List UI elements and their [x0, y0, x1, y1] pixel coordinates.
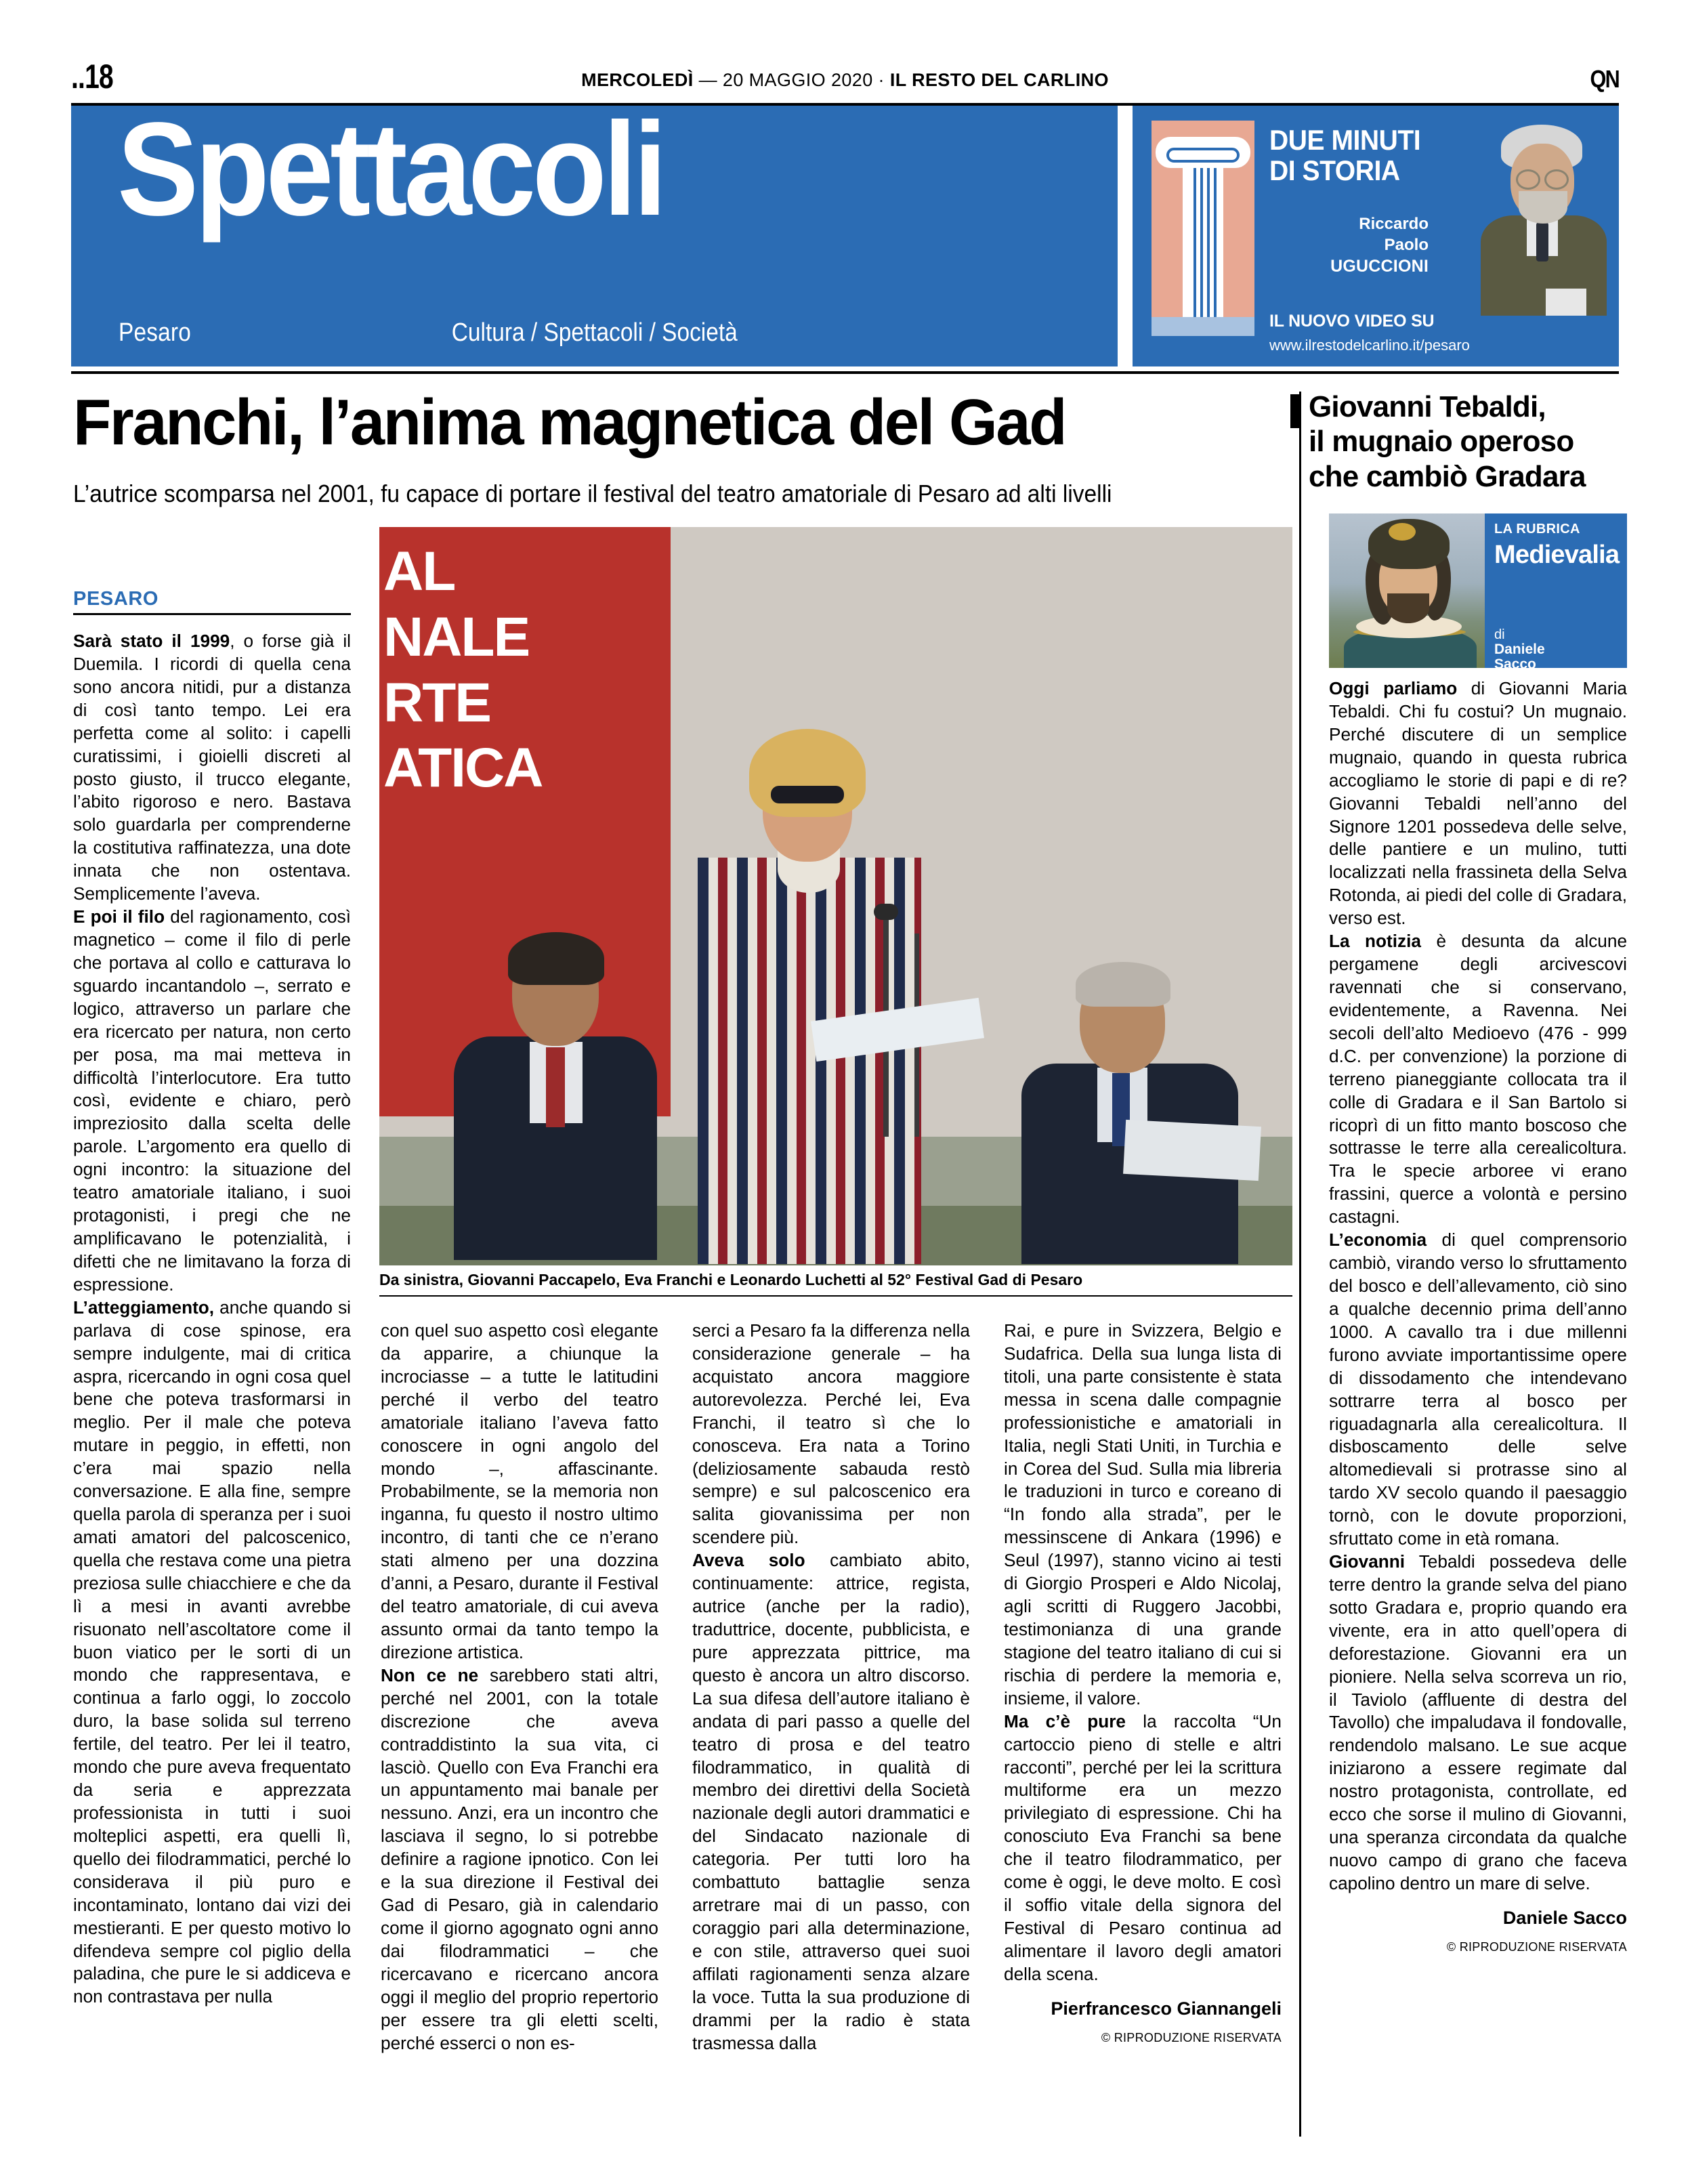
rail-marker: [1290, 394, 1301, 428]
article-paragraph: Oggi parliamo di Giovanni Maria Tebaldi. Chi fu costui? Un mugnaio. Perché discutere di un semplice mugnaio, quando in questa rubrica accogliamo le storie di papi e di re? Giovanni Tebaldi nell’anno del Signore 1201 possedeva delle selve, delle pantiere e un mulino, tutti localizzati nella frassineta della Selva Rotonda, ai piedi del colle di Gradara, verso est.: [1329, 678, 1627, 929]
column-flute-icon: [1193, 168, 1196, 318]
qn-logo: QN: [1590, 65, 1619, 93]
promo-author-photo: [1471, 119, 1613, 316]
article-paragraph: Giovanni Tebaldi possedeva delle terre dentro la grande selva del piano sotto Gradara e, proprio quando era vivente, era in atto quell’opera di deforestazione. Giovanni era un pioniere. Nella selva scorreva un rio, il Taviolo (affluente di destra del Tavollo) che impaludava il fondovalle, rendendolo malsano. Le sue acque iniziarono a essere regimate dal nostro protagonista, controllate, ed ecco che sorse il mulino di Giovanni, una speranza circondata da qualche nuovo campo di grano che faceva capolino dentro un mare di selve.: [1329, 1551, 1627, 1893]
page-number: ..18: [71, 58, 113, 96]
dateline-paper-name: IL RESTO DEL CARLINO: [889, 70, 1109, 90]
promo-url-link[interactable]: www.ilrestodelcarlino.it/pesaro: [1269, 337, 1470, 354]
promo-title: [1269, 125, 1420, 186]
article-column-4: [1004, 1320, 1282, 2046]
column-base-icon: [1152, 317, 1254, 336]
article-copyright: © RIPRODUZIONE RISERVATA: [1101, 2030, 1282, 2044]
rubrica-portrait-image: [1329, 513, 1485, 668]
article-paragraph: E poi il filo del ragionamento, così magnetico – come il filo di perle che portava al collo e catturava lo sguardo incantandolo –, serrato e logico, attraverso un parlare che era ricercato per natura, non certo per posa, ma mai metteva in difficoltà l’interlocutore. Era tutto così, evidente e chiaro, però impreziosito dalla scelta delle parole. L’argomento era quello di ogni incontro: la situazione del teatro amatoriale italiano, i suoi protagonisti, i pregi che ne amplificavano le potenzialità, i difetti che ne limitavano la forza di espressione.: [73, 906, 351, 1295]
column-illustration: [1152, 121, 1254, 336]
section-title: Spettacoli: [117, 95, 664, 243]
rail-byline: Daniele Sacco: [1502, 1907, 1627, 1928]
rail-column-body: [1329, 677, 1627, 1955]
promo-video-label: IL NUOVO VIDEO SU: [1269, 312, 1435, 331]
paragraph-lead-in: Sarà stato il 1999: [73, 631, 230, 651]
rubrica-byline-prefix: di: [1494, 627, 1505, 642]
masthead-bottom-rule: [71, 371, 1619, 374]
rail-headline-line3: che cambiò Gradara: [1309, 459, 1586, 493]
article-paragraph: Rai, e pure in Svizzera, Belgio e Sudafrica. Della sua lunga lista di titoli, una parte consistente è stata messa in scena dalle compagnie professionistiche e amatoriali in Italia, negli Stati Uniti, in Turchia e in Corea del Sud. Sulla mia libreria le traduzioni in turco e coreano di “In fondo alla strada”, per le messinscene di Ankara (1996) e Seul (1997), stanno vicino ai testi di Giorgio Prosperi e Aldo Nicolaj, agli scritti di Ruggero Jacobbi, testimonianza di una grande stagione del teatro italiano di cui si rischia di perdere la memoria e, insieme, il valore.: [1004, 1320, 1282, 1708]
masthead-topics: Cultura / Spettacoli / Società: [451, 318, 738, 347]
promo-author: [1269, 214, 1429, 277]
article-paragraph: Non ce ne sarebbero stati altri, perché nel 2001, con la totale discrezione che aveva contraddistinto la sua vita, ci lasciò. Quello con Eva Franchi era un appuntamento mai banale per nessuno. Anzi, era un incontro che lasciava il segno, lo si potrebbe definire a ragione ipnotico. Con lei e la sua direzione il Festival dei Gad di Pesaro, già in calendario come il giorno agognato ogni anno dai filodrammatici – che ricercavano e ricercano ancora oggi il meglio del proprio repertorio per essere tra gli eletti scelti, perché esserci o non es-: [381, 1664, 658, 2053]
article-kicker: PESARO: [73, 588, 159, 610]
column-capital-ring-icon: [1166, 148, 1240, 163]
rubrica-title: Medievalia: [1494, 541, 1620, 569]
dateline: [71, 71, 1619, 89]
article-column-3: [692, 1320, 970, 2055]
article-column-1: [73, 630, 351, 2009]
paragraph-lead-in: Aveva solo: [692, 1550, 805, 1571]
rail-headline-line1: Giovanni Tebaldi,: [1309, 390, 1546, 423]
rubrica-author-last: Sacco: [1494, 656, 1536, 673]
article-paragraph: La notizia è desunta da alcune pergamene degli arcivescovi ravennati che si conservano, evidentemente, a Ravenna. Nei secoli dell’alto Medioevo (476 - 999 d.C. per convenzione) la porzione di terreno pianeggiante collocata tra il colle di Gradara e il San Bartolo si ricoprì di un fitto manto boscoso che sottrasse le terre alla cerealicoltura. Tra le specie arboree vi erano frassini, querce a volontà e persino castagni.: [1329, 931, 1628, 1227]
rail-headline: [1309, 390, 1627, 494]
masthead-locality: Pesaro: [119, 318, 192, 347]
paragraph-lead-in: L’economia: [1329, 1230, 1427, 1251]
article-paragraph: Aveva solo cambiato abito, continuamente: attrice, regista, autrice (anche per la radio), traduttrice, docente, pubblicista, e pure apprezzata pittrice, ma questo è ancora un altro discorso. La sua difesa dell’autore italiano è andata di pari passo a quelle del teatro di prosa e del teatro filodrammatico, in qualità di membro dei direttivi della Società nazionale degli autori drammatici e del Sindacato nazionale di categoria. Per tutti loro ha combattuto battaglie senza arretrare mai di un passo, con coraggio pari alla determinazione, e con stile, attraverso quei suoi affilati ragionamenti senza alzare la voce. Tutta la sua produzione di drammi per la radio è stata trasmessa dalla: [692, 1550, 970, 2053]
rubrica-box[interactable]: [1329, 513, 1627, 673]
promo-author-last: UGUCCIONI: [1330, 257, 1429, 276]
dateline-separator: ·: [878, 70, 885, 90]
article-paragraph: L’atteggiamento, anche quando si parlava di cose spinose, era sempre indulgente, mai di critica aspra, ricercando in ogni cosa quel bene che poteva trasformarsi in meglio. Per il male che poteva mutare in peggio, in effetti, non c’era mai spazio nella conversazione. E alla fine, sempre quella parola di speranza per i suoi amati amatori del palcoscenico, quella che restava come una pietra preziosa sulle chiacchiere e che da lì a mesi in avanti avrebbe risuonato nell’ascoltatore come il buon viatico per le sorti di un mondo che rappresentava, e continua a farlo oggi, lo zoccolo duro, la base solida sul terreno fertile, del teatro. Per lei il teatro, mondo che pure aveva frequentato da seria e apprezzata professionista in tutti i suoi molteplici aspetti, era quelli lì, quello dei filodrammatici, perché lo considerava il più puro e incontaminato, lontano dai vizi dei mestieranti. E per questo motivo lo difendeva sempre col piglio della paladina, che pure le si addiceva e non contrastava per nulla: [73, 1297, 351, 2007]
promo-title-line1: DUE MINUTI: [1269, 124, 1421, 156]
rubrica-author: [1494, 642, 1545, 673]
caption-rule: [379, 1295, 1292, 1297]
dateline-weekday: MERCOLEDÌ: [581, 70, 694, 90]
promo-author-middle: Paolo: [1384, 235, 1429, 254]
column-shaft-icon: [1183, 163, 1223, 320]
column-flute-icon: [1207, 168, 1210, 318]
promo-author-first: Riccardo: [1359, 215, 1429, 233]
promo-title-line2: DI STORIA: [1269, 154, 1400, 187]
article-paragraph: con quel suo aspetto così elegante da apparire, a chiunque la incrociasse – a tutte le latitudini perché il verbo del teatro amatoriale italiano l’aveva fatto conoscere in ogni angolo del mondo –, affascinante. Probabilmente, se la memoria non inganna, fu questo il nostro ultimo incontro, di tanti che ce n’erano stati almeno per una dozzina d’anni, a Pesaro, durante il Festival del teatro amatoriale, di cui aveva assunto ormai da tanto tempo la direzione artistica.: [381, 1320, 658, 1662]
rubrica-label: LA RUBRICA: [1494, 522, 1580, 537]
article-byline: Pierfrancesco Giannangeli: [1051, 1998, 1282, 2019]
paragraph-lead-in: E poi il filo: [73, 906, 165, 927]
article-paragraph: Ma c’è pure la raccolta “Un cartoccio pieno di stelle e altri racconti”, perché per lei la scrittura multiforme era un mezzo privilegiato di espressione. Chi ha conosciuto Eva Franchi sa bene che il teatro filodrammatico, per come è oggi, le deve molto. E così il soffio vitale della signora del Festival di Pesaro continua ad alimentare il lavoro degli amatori della scena.: [1004, 1710, 1282, 1984]
main-article-photo: [379, 527, 1292, 1265]
kicker-rule: [73, 613, 351, 615]
main-subheadline: L’autrice scomparsa nel 2001, fu capace di portare il festival del teatro amatoriale di Pesaro ad alti livelli: [73, 480, 1112, 507]
paragraph-lead-in: Oggi parliamo: [1329, 678, 1458, 698]
rubrica-author-first: Daniele: [1494, 642, 1545, 657]
rubrica-label-panel: [1485, 513, 1627, 673]
paragraph-lead-in: Giovanni: [1329, 1551, 1406, 1572]
rail-copyright: © RIPRODUZIONE RISERVATA: [1446, 1939, 1627, 1954]
paragraph-lead-in: L’atteggiamento,: [73, 1297, 215, 1318]
promo-box-due-minuti-di-storia[interactable]: [1133, 106, 1619, 366]
paragraph-lead-in: Ma c’è pure: [1004, 1710, 1126, 1731]
paragraph-lead-in: La notizia: [1329, 931, 1421, 952]
banner-text: AL NALE RTE ATICA: [383, 541, 543, 799]
paragraph-lead-in: Non ce ne: [381, 1664, 479, 1685]
column-flute-icon: [1200, 168, 1203, 318]
column-flute-icon: [1214, 168, 1217, 318]
dateline-date: 20 MAGGIO 2020: [722, 70, 873, 90]
article-paragraph: Sarà stato il 1999, o forse già il Duemila. I ricordi di quella cena sono ancora nitidi, pur a distanza di così tanto tempo. Lei era perfetta come al solito: i capelli curatissimi, i gioielli discreti al posto giusto, il trucco elegante, l’abito rigoroso e nero. Bastava solo guardarla per comprenderne la costitutiva raffinatezza, una dote innata che non ostentava. Semplicemente l’aveva.: [73, 631, 351, 904]
article-column-2: [381, 1320, 658, 2055]
photo-caption: Da sinistra, Giovanni Paccapelo, Eva Franchi e Leonardo Luchetti al 52° Festival Gad di Pesaro: [379, 1271, 1083, 1288]
dateline-dash: —: [698, 70, 718, 90]
section-masthead: [71, 95, 1118, 366]
article-paragraph: serci a Pesaro fa la differenza nella considerazione generale – ha acquistato ancora maggiore autorevolezza. Perché lei, Eva Franchi, il teatro sì che lo conosceva. Era nata a Torino (deliziosamente sabauda restò sempre) e sul palcoscenico era salita giovanissima per non scendere più.: [692, 1320, 970, 1548]
page-header: [71, 53, 1619, 96]
article-paragraph: L’economia di quel comprensorio cambiò, virando verso lo sfruttamento del bosco e dell’allevamento, ciò sino a qualche decennio prima dell’anno 1000. A cavallo tra i due millenni furono avviate importantissime opere di dissodamento che intendevano sottrarre terra al bosco per riguadagnarla alla cerealicoltura. Il disboscamento delle selve altomedievali si protrasse sino al tardo XV secolo quando il paesaggio tornò, con le dovute proporzioni, sfruttato come in età romana.: [1329, 1230, 1627, 1549]
rail-divider: [1299, 392, 1301, 2137]
main-headline: Franchi, l’anima magnetica del Gad: [73, 386, 1066, 459]
rail-headline-line2: il mugnaio operoso: [1309, 425, 1574, 459]
